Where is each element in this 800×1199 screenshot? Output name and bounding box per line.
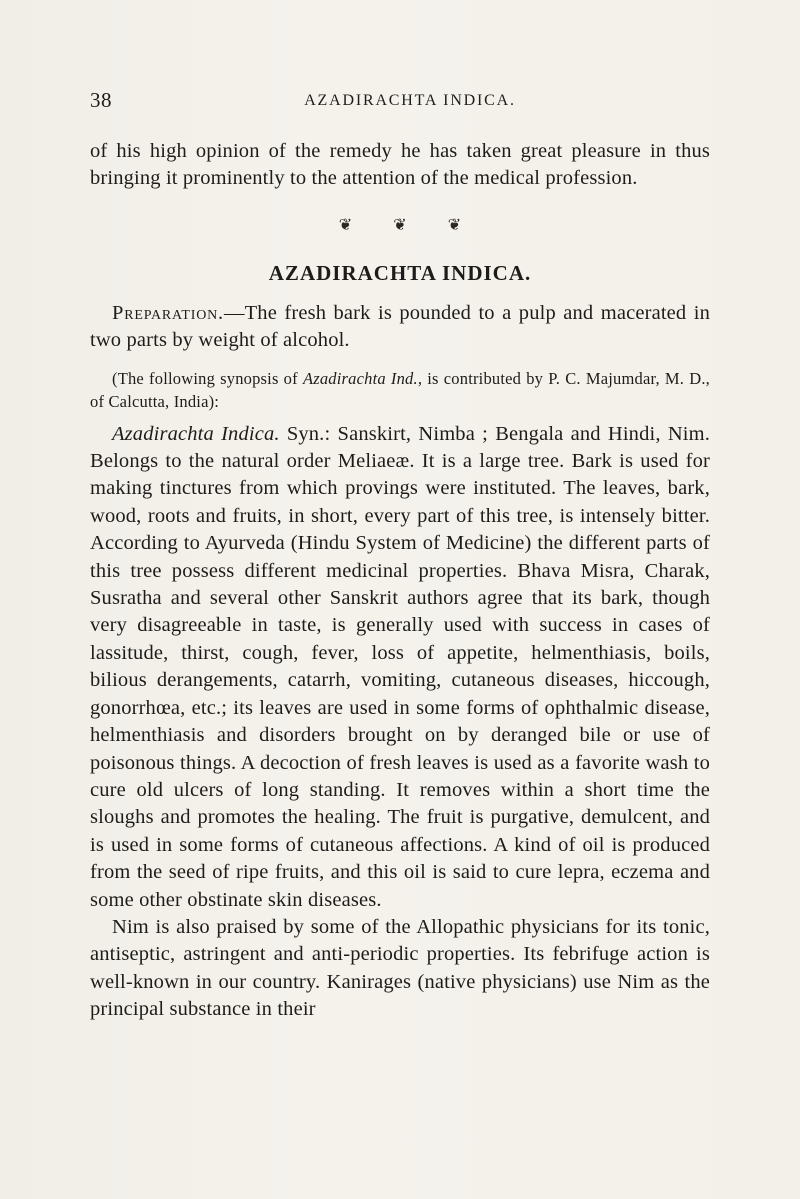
note-suffix: , is contributed by P. C. Majumdar, M. D., of Calcutta, India): <box>90 368 711 411</box>
synopsis-species-name: Azadirachta Indica. <box>112 422 280 445</box>
synopsis-paragraph <box>90 421 710 914</box>
preparation-text: —The fresh bark is pounded to a pulp and macerated in two parts by weight of alcohol. <box>90 301 710 352</box>
editorial-note <box>90 367 710 413</box>
page-number: 38 <box>90 88 112 112</box>
running-title: AZADIRACHTA INDICA. <box>304 92 516 109</box>
synopsis-text: Syn.: Sanskirt, Nimba ; Bengala and Hindi, Nim. Belongs to the natural order Meliaeæ. It is a large tree. Bark is used for making tinctures from which provings were instituted. The leaves, bark, wood, roots and fruits, in short, every part of this tree, is intensely bitter. According to Ayurveda (Hindu System of Medicine) the different parts of this tree possess different medicinal properties. Bhava Misra, Charak, Susratha and several other Sanskrit authors agree that its bark, though very disagreeable in taste, is generally used with success in cases of lassitude, thirst, cough, fever, loss of appetite, helmenthiasis, boils, bilious derangements, catarrh, vomiting, cutaneous diseases, hiccough, gonorrhœa, etc.; its leaves are used in some forms of ophthalmic disease, helmenthiasis and disorders brought on by deranged bile or use of poisonous things. A decoction of fresh leaves is used as a favorite wash to cure old ulcers of long standing. It removes within a short time the sloughs and promotes the healing. The fruit is purgative, demulcent, and is used in some forms of cutaneous affections. A kind of oil is produced from the seed of ripe fruits, and this oil is said to cure lepra, eczema and some other obstinate skin diseases. <box>90 422 710 911</box>
allopathic-paragraph: Nim is also praised by some of the Allopathic physicians for its tonic, antiseptic, astringent and anti-periodic properties. Its febrifuge action is well-known in our country. Kanirages (native physicians) use Nim as the principal substance in their <box>90 915 710 1021</box>
page-body <box>90 138 710 1024</box>
preparation-label: Preparation. <box>112 301 224 324</box>
preparation-paragraph <box>90 300 710 355</box>
note-prefix: (The following synopsis of <box>112 368 303 388</box>
note-italic: Azadirachta Ind. <box>302 368 418 388</box>
intro-paragraph: of his high opinion of the remedy he has taken great pleasure in thus bringing it prominently to the attention of the medical profession. <box>90 140 710 190</box>
section-heading: AZADIRACHTA INDICA. <box>268 260 532 285</box>
leaf-ornament-icon: ❦ ❦ ❦ <box>338 214 480 234</box>
running-head <box>90 88 720 118</box>
